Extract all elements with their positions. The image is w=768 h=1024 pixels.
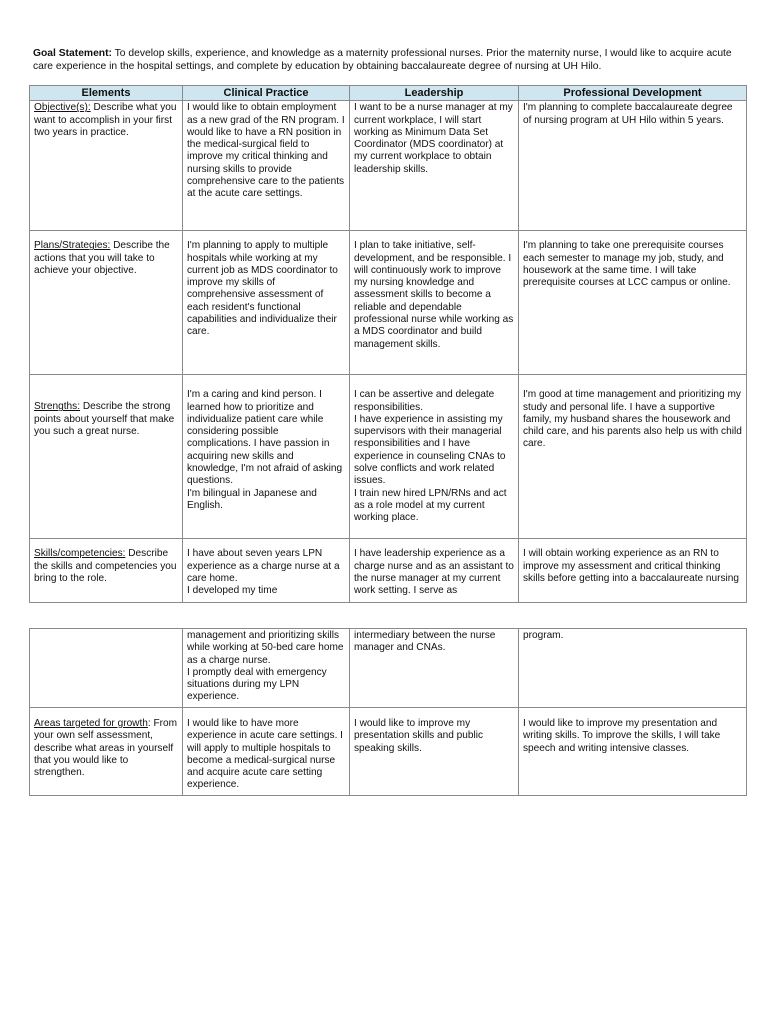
career-plan-table — [29, 85, 747, 603]
element-growth — [30, 708, 183, 796]
clinical-skills: I have about seven years LPN experience as a charge nurse at a care home. I developed my time — [183, 539, 350, 603]
row-strengths — [30, 375, 747, 539]
leadership-growth: I would like to improve my presentation skills and public speaking skills. — [350, 708, 519, 796]
clinical-objectives: I would like to obtain employment as a new grad of the RN program. I would like to have a RN position in the medical-surgical field to improve my critical thinking and nursing skills to provide comprehensive care to the patients at the acute care settings. — [183, 101, 350, 231]
element-title: Skills/competencies: — [34, 548, 126, 560]
professional-objectives: I'm planning to complete baccalaureate degree of nursing program at UH Hilo within 5 years. — [519, 101, 747, 231]
professional-plans: I'm planning to take one prerequisite courses each semester to manage my job, study, and housework at the same time. I will take prerequisite courses at LCC campus or online. — [519, 231, 747, 375]
element-strengths — [30, 375, 183, 539]
header-leadership: Leadership — [350, 86, 519, 101]
element-title: Plans/Strategies: — [34, 240, 111, 252]
clinical-growth: I would like to have more experience in acute care settings. I will apply to multiple hospitals to become a medical-surgical nurse and acquire acute care setting experience. — [183, 708, 350, 796]
goal-text: To develop skills, experience, and knowledge as a maternity professional nurses. Prior the maternity nurse, I would like to acquire acute care experience in the hospital settings, and complete by education by obtaining baccalaureate degree of nursing at UH Hilo. — [33, 48, 732, 72]
element-description: Describe the actions that you will take to achieve your objective. — [34, 240, 170, 276]
goal-label: Goal Statement: — [33, 48, 112, 59]
element-title: Areas targeted for growth — [34, 718, 148, 729]
element-skills — [30, 539, 183, 603]
element-title: Strengths: — [34, 401, 81, 413]
element-description: : From your own self assessment, describe what areas in yourself that you would like to strengthen. — [34, 718, 178, 779]
header-professional-development: Professional Development — [519, 86, 747, 101]
professional-skills: I will obtain working experience as an RN to improve my assessment and critical thinking skills before getting into a baccalaureate nursing — [519, 539, 747, 603]
career-plan-table-continued — [29, 628, 747, 796]
element-description: Describe the skills and competencies you bring to the role. — [34, 548, 177, 584]
row-skills-continued — [30, 629, 747, 708]
header-clinical-practice: Clinical Practice — [183, 86, 350, 101]
clinical-skills-continued: management and prioritizing skills while working at 50-bed care home as a charge nurse. I promptly deal with emergency situations during my LPN experience. — [183, 629, 350, 708]
row-growth — [30, 708, 747, 796]
element-title: Objective(s): — [34, 102, 91, 114]
header-row — [30, 86, 747, 101]
row-plans — [30, 231, 747, 375]
professional-strengths: I'm good at time management and prioritizing my study and personal life. I have a supportive family, my husband shares the housework and child care, and his parents also help us with child care. — [519, 375, 747, 539]
goal-statement — [33, 47, 745, 73]
leadership-objectives: I want to be a nurse manager at my current workplace, I will start working as Minimum Data Set Coordinator (MDS coordinator) at my current workplace to obtain leadership skills. — [350, 101, 519, 231]
element-description: Describe the strong points about yourself that make you such a great nurse. — [34, 401, 175, 437]
clinical-strengths: I'm a caring and kind person. I learned how to prioritize and individualize patient care while considering possible complications. I have passion in acquiring new skills and knowledge, I'm not afraid of asking questions. I'm bilingual in Japanese and English. — [183, 375, 350, 539]
leadership-strengths: I can be assertive and delegate responsibilities. I have experience in assisting my supervisors with their managerial responsibilities and I have experience in counseling CNAs to solve conflicts and work related issues. I train new hired LPN/RNs and act as a role model at my current working place. — [350, 375, 519, 539]
clinical-plans: I'm planning to apply to multiple hospitals while working at my current job as MDS coordinator to improve my skills of comprehensive assessment of each resident's functional capabilities and individualize their care. — [183, 231, 350, 375]
element-objectives — [30, 101, 183, 231]
element-description: Describe what you want to accomplish in your first two years in practice. — [34, 102, 177, 138]
professional-skills-continued: program. — [519, 629, 747, 708]
element-plans — [30, 231, 183, 375]
leadership-skills: I have leadership experience as a charge nurse and as an assistant to the nurse manager at my current work setting. I serve as — [350, 539, 519, 603]
row-skills — [30, 539, 747, 603]
leadership-skills-continued: intermediary between the nurse manager and CNAs. — [350, 629, 519, 708]
header-elements: Elements — [30, 86, 183, 101]
professional-growth: I would like to improve my presentation and writing skills. To improve the skills, I will take speech and writing intensive classes. — [519, 708, 747, 796]
leadership-plans: I plan to take initiative, self-development, and be responsible. I will continuously work to improve my nursing knowledge and assessment skills to become a reliable and dependable professional nurse while working as a MDS coordinator and build management skills. — [350, 231, 519, 375]
element-skills-continued — [30, 629, 183, 708]
row-objectives — [30, 101, 747, 231]
